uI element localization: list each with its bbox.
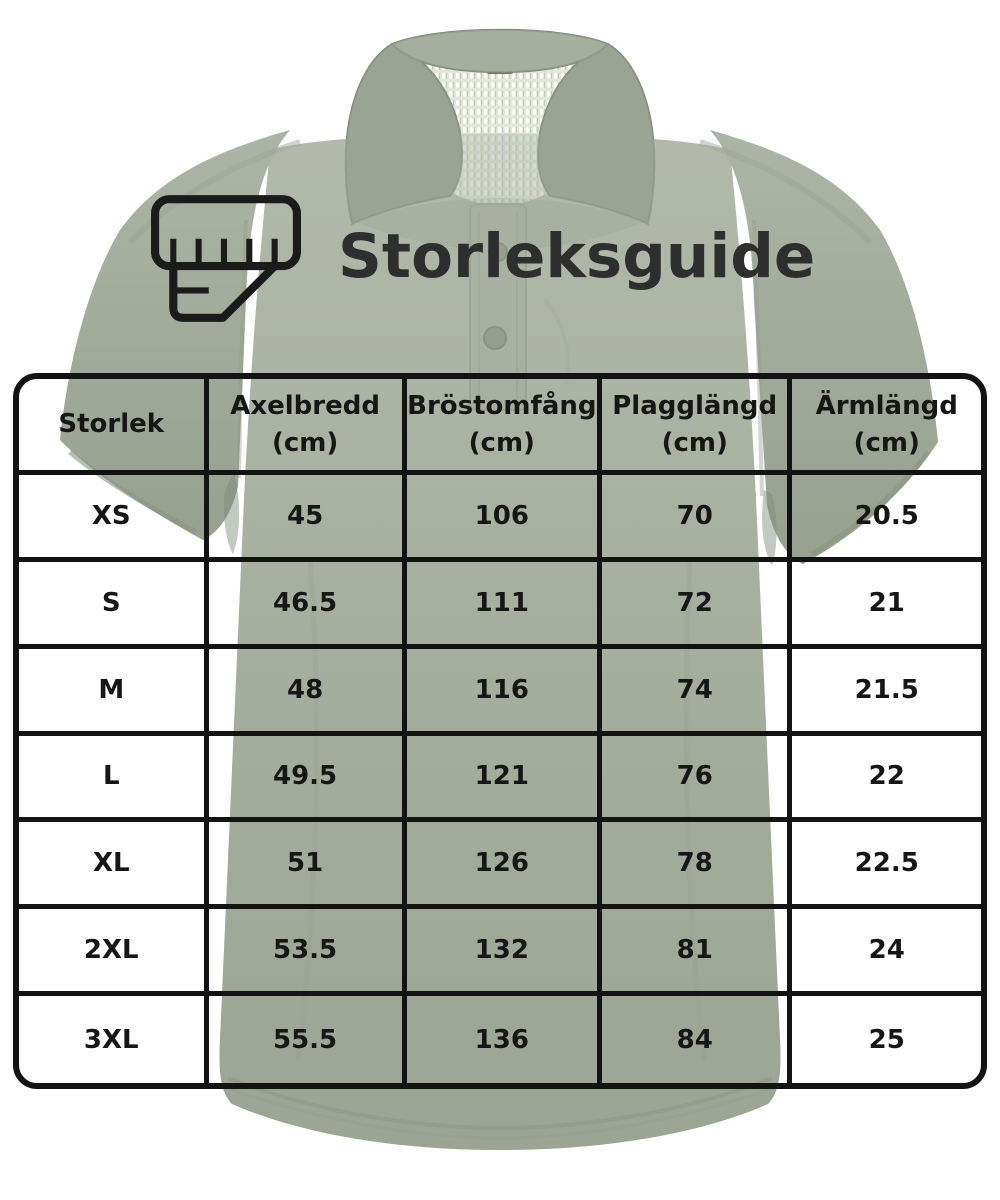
value-cell: 106 [407,475,602,562]
value-cell: 126 [407,822,602,909]
value-cell: 49.5 [209,736,407,823]
size-cell: 2XL [19,909,209,996]
value-cell: 21.5 [792,649,981,736]
value-cell: 84 [602,996,792,1083]
size-cell: 3XL [19,996,209,1083]
value-cell: 45 [209,475,407,562]
value-cell: 22.5 [792,822,981,909]
size-cell: S [19,562,209,649]
value-cell: 78 [602,822,792,909]
column-unit: (cm) [661,427,728,458]
column-unit: (cm) [853,427,920,458]
value-cell: 46.5 [209,562,407,649]
column-header-brostomfang [407,379,602,475]
value-cell: 81 [602,909,792,996]
column-unit: (cm) [468,427,535,458]
value-cell: 21 [792,562,981,649]
column-header-armlangd [792,379,981,475]
value-cell: 55.5 [209,996,407,1083]
value-cell: 136 [407,996,602,1083]
column-header-axelbredd [209,379,407,475]
size-cell: L [19,736,209,823]
column-label: Ärmlängd [815,391,958,422]
header [150,194,815,324]
value-cell: 74 [602,649,792,736]
value-cell: 76 [602,736,792,823]
column-header-storlek [19,379,209,475]
value-cell: 53.5 [209,909,407,996]
column-label: Axelbredd [230,391,380,422]
value-cell: 24 [792,909,981,996]
measuring-tape-icon [150,194,302,324]
value-cell: 25 [868,1024,905,1055]
value-cell: 116 [407,649,602,736]
value-cell: 70 [602,475,792,562]
column-header-plagglangd [602,379,792,475]
column-label: Plagglängd [612,391,778,422]
size-cell: XL [19,822,209,909]
page-title: Storleksguide [338,221,816,292]
value-cell: 22 [792,736,981,823]
column-label: Storlek [58,409,165,440]
value-cell: 51 [209,822,407,909]
value-cell: 20.5 [792,475,981,562]
column-label: Bröstomfång [407,391,597,422]
column-unit: (cm) [271,427,339,458]
size-cell: M [19,649,209,736]
size-table [13,373,987,1089]
value-cell: 72 [602,562,792,649]
value-cell: 121 [407,736,602,823]
value-cell: 48 [209,649,407,736]
value-cell: 132 [407,909,602,996]
size-cell: XS [19,475,209,562]
value-cell: 111 [407,562,602,649]
